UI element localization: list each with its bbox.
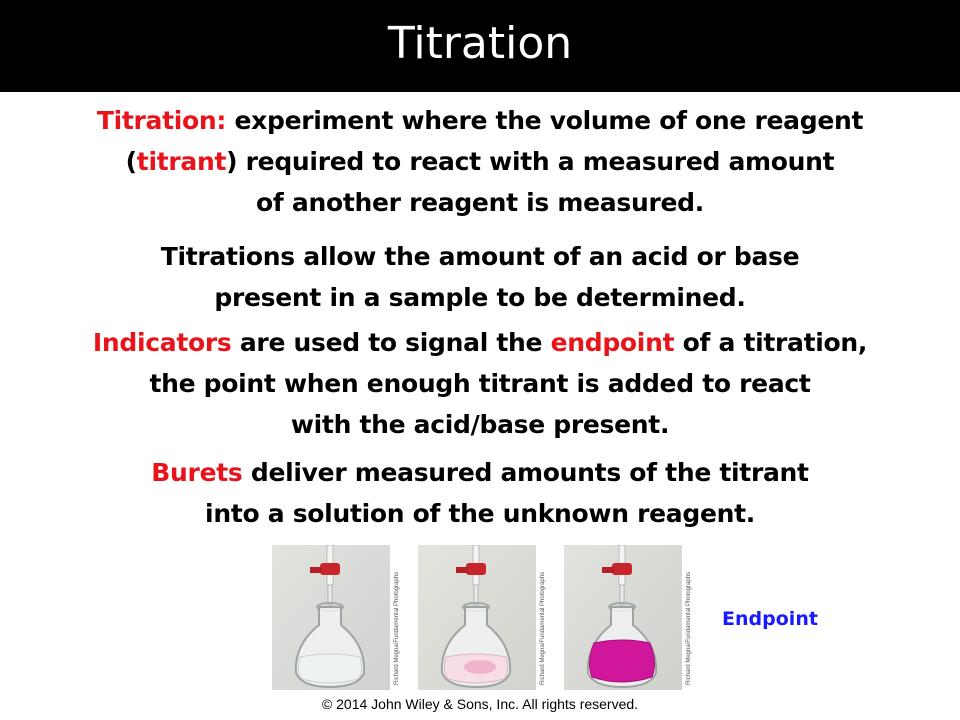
- term-indicators: Indicators: [92, 328, 232, 357]
- purpose-line-1: Titrations allow the amount of an acid or base: [160, 242, 800, 271]
- definition-line-2: [0, 141, 960, 182]
- title-bar: [0, 0, 960, 92]
- endpoint-label: Endpoint: [722, 608, 818, 630]
- indicators-line-3: with the acid/base present.: [290, 410, 670, 439]
- titration-photo-during: [418, 545, 536, 690]
- burets-line-2: into a solution of the unknown reagent.: [205, 499, 755, 528]
- indicators-text-1: are used to signal the: [231, 328, 551, 357]
- indicators-text-2: of a titration,: [674, 328, 868, 357]
- indicators-paragraph: [0, 322, 960, 445]
- purpose-line-2: present in a sample to be determined.: [214, 283, 746, 312]
- indicators-line-2: the point when enough titrant is added to react: [149, 369, 811, 398]
- definition-line-1: [0, 100, 960, 141]
- flask-illustration: [564, 545, 682, 690]
- indicators-line-1: [0, 322, 960, 363]
- open-paren: (: [125, 147, 137, 176]
- photo-credit-strip: [536, 545, 548, 690]
- definition-text-1: experiment where the volume of one reagent: [226, 106, 864, 135]
- definition-text-2: ) required to react with a measured amount: [226, 147, 835, 176]
- photo-credit-2: Richard Megna/Fundamental Photographs: [540, 571, 546, 685]
- slide-title: Titration: [387, 18, 573, 69]
- definition-paragraph: [0, 100, 960, 223]
- photo-credit-1: Richard Megna/Fundamental Photographs: [394, 571, 400, 685]
- titration-photo-start: [272, 545, 390, 690]
- term-titrant: titrant: [136, 147, 227, 176]
- burets-paragraph: [0, 452, 960, 534]
- burets-text-1: deliver measured amounts of the titrant: [242, 458, 809, 487]
- flask-illustration: [272, 545, 390, 690]
- burets-line-1: [0, 452, 960, 493]
- flask-illustration: [418, 545, 536, 690]
- purpose-paragraph: [0, 236, 960, 318]
- term-endpoint: endpoint: [550, 328, 675, 357]
- photo-credit-strip: [390, 545, 402, 690]
- copyright-notice: © 2014 John Wiley & Sons, Inc. All rights reserved.: [321, 696, 639, 712]
- photo-credit-3: Richard Megna/Fundamental Photographs: [686, 571, 692, 685]
- titration-photo-endpoint: [564, 545, 682, 690]
- term-burets: Burets: [151, 458, 243, 487]
- photo-credit-strip: [682, 545, 694, 690]
- term-titration: Titration:: [96, 106, 227, 135]
- definition-line-3: of another reagent is measured.: [256, 188, 704, 217]
